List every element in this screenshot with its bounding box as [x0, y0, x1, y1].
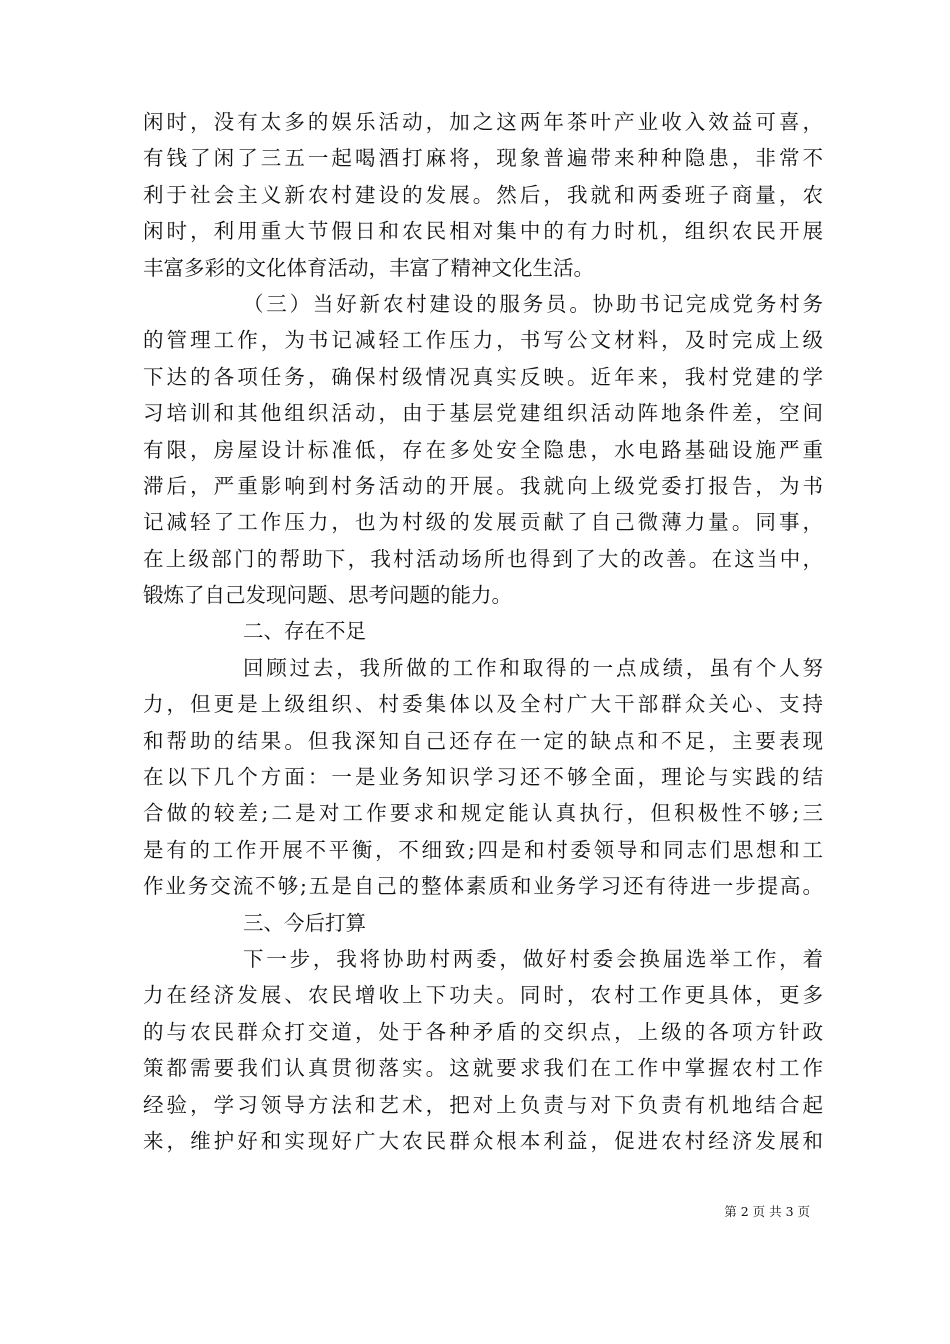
text-line: 记减轻了工作压力，也为村级的发展贡献了自己微薄力量。同事，	[143, 510, 823, 535]
text-line: 力在经济发展、农民增收上下功夫。同时，农村工作更具体，更多	[143, 983, 823, 1008]
section-heading: 二、存在不足	[243, 619, 366, 644]
section-heading-inline: （三）当好新农村建设的服务员。协助书记完成党务村务	[243, 291, 823, 316]
text-line: 经验，学习领导方法和艺术，把对上负责与对下负责有机地结合起	[143, 1092, 823, 1117]
text-line: 下达的各项任务，确保村级情况真实反映。近年来，我村党建的学	[143, 364, 823, 389]
text-line: 锻炼了自己发现问题、思考问题的能力。	[143, 583, 512, 608]
text-line: 闲时，利用重大节假日和农民相对集中的有力时机，组织农民开展	[143, 219, 823, 244]
text-line: 习培训和其他组织活动，由于基层党建组织活动阵地条件差，空间	[143, 401, 823, 426]
text-line: 策都需要我们认真贯彻落实。这就要求我们在工作中掌握农村工作	[143, 1056, 823, 1081]
text-line: 来，维护好和实现好广大农民群众根本利益，促进农村经济发展和	[143, 1128, 823, 1153]
text-line: 下一步，我将协助村两委，做好村委会换届选举工作，着	[243, 946, 823, 971]
text-line: 力，但更是上级组织、村委集体以及全村广大干部群众关心、支持	[143, 692, 823, 717]
text-line: 合做的较差;二是对工作要求和规定能认真执行，但积极性不够;三	[143, 801, 823, 826]
text-line: 丰富多彩的文化体育活动，丰富了精神文化生活。	[143, 255, 594, 280]
body-text	[143, 104, 823, 1159]
text-line: 是有的工作开展不平衡，不细致;四是和村委领导和同志们思想和工	[143, 837, 823, 862]
text-line: 在以下几个方面：一是业务知识学习还不够全面，理论与实践的结	[143, 765, 823, 790]
text-line: 有限，房屋设计标准低，存在多处安全隐患，水电路基础设施严重	[143, 437, 823, 462]
page-number: 第 2 页 共 3 页	[724, 1204, 810, 1219]
text-line: 在上级部门的帮助下，我村活动场所也得到了大的改善。在这当中，	[143, 546, 823, 571]
text-line: 闲时，没有太多的娱乐活动，加之这两年茶叶产业收入效益可喜，	[143, 110, 823, 134]
text-line: 有钱了闲了三五一起喝酒打麻将，现象普遍带来种种隐患，非常不	[143, 146, 823, 171]
text-line: 利于社会主义新农村建设的发展。然后，我就和两委班子商量，农	[143, 182, 823, 207]
text-line: 和帮助的结果。但我深知自己还存在一定的缺点和不足，主要表现	[143, 728, 823, 753]
text-line: 滞后，严重影响到村务活动的开展。我就向上级党委打报告，为书	[143, 473, 823, 498]
text-line: 的与农民群众打交道，处于各种矛盾的交织点，上级的各项方针政	[143, 1019, 823, 1044]
text-line: 作业务交流不够;五是自己的整体素质和业务学习还有待进一步提高。	[143, 874, 823, 899]
text-line: 回顾过去，我所做的工作和取得的一点成绩，虽有个人努	[243, 655, 823, 680]
text-line: 的管理工作，为书记减轻工作压力，书写公文材料，及时完成上级	[143, 328, 823, 353]
section-heading: 三、今后打算	[243, 910, 366, 935]
